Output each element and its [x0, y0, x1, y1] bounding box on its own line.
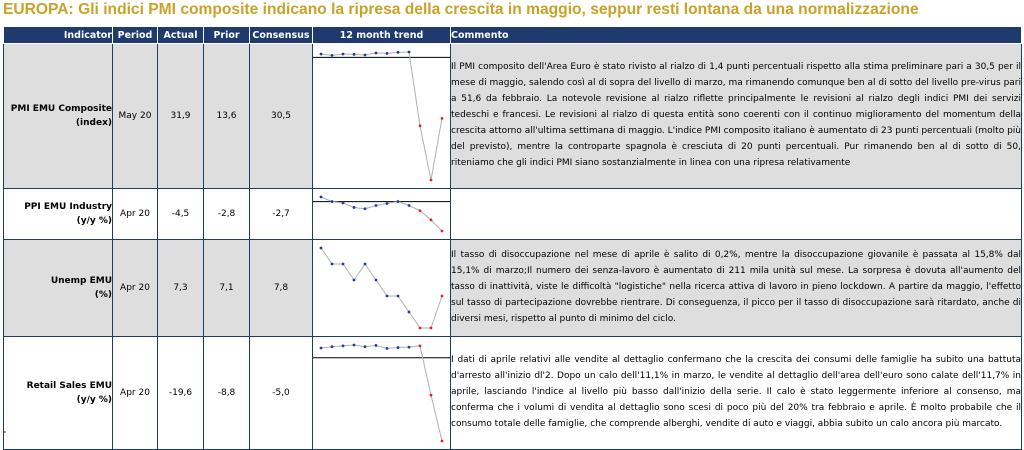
- trend-point: [419, 209, 422, 212]
- trend-point: [386, 52, 389, 55]
- trend-point: [375, 52, 378, 55]
- table-row-ppi: [4, 189, 1022, 240]
- period-cell: Apr 20: [113, 337, 158, 450]
- table-row-unemp: [4, 240, 1022, 337]
- trend-line: [321, 197, 442, 231]
- trend-point: [353, 53, 356, 56]
- trend-point: [441, 295, 444, 298]
- page-title: EUROPA: Gli indici PMI composite indicano la ripresa della crescita in maggio, seppur resti lontana da una normalizzazione: [3, 1, 919, 18]
- trend-point: [408, 346, 411, 349]
- comment-cell: I dati di aprile relativi alle vendite al dettaglio confermano che la crescita dei consumi delle famiglie ha subito una battuta d'arresto all'inizio dl'2. Dopo un calo dell'11,1% in marzo, le vendite al dettaglio dell'area dell'euro sono calate dell'11,7% in aprile, lasciando l'indice al livello più basso dall'inizio della serie. Il calo è stato leggermente inferiore al consenso, ma conferma che i volumi di vendita al dettaglio sono scesi di poco più del 20% tra febbraio e aprile. È molto probabile che il consumo totale delle famiglie, che comprende alberghi, vendite di auto e viaggi, abbia subito un calo ancora più marcato.: [451, 337, 1022, 450]
- trend-point: [364, 263, 367, 266]
- trend-point: [397, 51, 400, 54]
- prior-cell: -8,8: [204, 337, 250, 450]
- consensus-cell: -2,7: [250, 189, 313, 240]
- trend-point: [408, 204, 411, 207]
- consensus-cell: -5,0: [250, 337, 313, 450]
- trend-point: [353, 206, 356, 209]
- period-cell: Apr 20: [113, 189, 158, 240]
- trend-point: [375, 344, 378, 347]
- table-row-retail: [4, 337, 1022, 450]
- trend-point: [441, 230, 444, 233]
- prior-cell: 7,1: [204, 240, 250, 337]
- col-header-consensus: Consensus: [250, 27, 313, 44]
- trend-cell: [313, 189, 451, 240]
- trend-point: [419, 124, 422, 127]
- col-header-indicator: Indicator: [4, 27, 113, 44]
- trend-point: [397, 346, 400, 349]
- prior-cell: -2,8: [204, 189, 250, 240]
- trend-line: [321, 345, 442, 441]
- trend-point: [430, 394, 433, 397]
- indicator-name: Unemp EMU (%): [4, 240, 113, 337]
- trend-point: [441, 117, 444, 120]
- trend-sparkline-pmi: [313, 44, 450, 188]
- trend-point: [364, 207, 367, 210]
- trend-sparkline-retail: [313, 337, 450, 449]
- trend-point: [430, 218, 433, 221]
- period-cell: Apr 20: [113, 240, 158, 337]
- trend-point: [430, 179, 433, 182]
- trend-point: [342, 344, 345, 347]
- trend-point: [342, 263, 345, 266]
- col-header-prior: Prior: [204, 27, 250, 44]
- indicator-name: Retail Sales EMU (y/y %): [4, 337, 113, 450]
- trend-point: [430, 327, 433, 330]
- actual-cell: 7,3: [158, 240, 204, 337]
- footnote-marker: [4, 431, 6, 433]
- indicator-name: PMI EMU Composite (index): [4, 44, 113, 189]
- trend-sparkline-unemp: [313, 240, 450, 336]
- trend-point: [419, 327, 422, 330]
- col-header-comment: Commento: [451, 27, 1022, 44]
- trend-point: [397, 295, 400, 298]
- table-header-row: [4, 27, 1022, 44]
- indicator-name: PPI EMU Industry (y/y %): [4, 189, 113, 240]
- trend-point: [353, 279, 356, 282]
- trend-point: [342, 53, 345, 56]
- trend-point: [331, 263, 334, 266]
- trend-point: [386, 347, 389, 350]
- col-header-actual: Actual: [158, 27, 204, 44]
- trend-point: [386, 202, 389, 205]
- table-row-pmi: [4, 44, 1022, 189]
- trend-point: [320, 196, 323, 199]
- trend-sparkline-ppi: [313, 189, 450, 239]
- consensus-cell: 7,8: [250, 240, 313, 337]
- comment-cell: Il PMI composito dell'Area Euro è stato rivisto al rialzo di 1,4 punti percentuali rispetto alla stima preliminare pari a 30,5 per il mese di maggio, salendo così al di sopra del livello di marzo, ma rimanendo comunque ben al di sotto del livello pre-virus pari a 51,6 da febbraio. La notevole revisione al rialzo riflette principalmente le revisioni al rialzo degli indici PMI dei servizi tedeschi e francesi. Le revisioni al rialzo di questa entità sono coerenti con il continuo miglioramento del momentum della crescita attorno all'ultima settimana di maggio. L'indice PMI composito italiano è aumentato di 23 punti percentuali (molto più del previsto), mentre la controparte spagnola è cresciuta di 20 punti percentuali. Pur rimanendo ben al di sotto di 50, riteniamo che gli indici PMI siano sostanzialmente in linea con una ripresa relativamente: [451, 44, 1022, 189]
- trend-point: [342, 201, 345, 204]
- actual-cell: -19,6: [158, 337, 204, 450]
- comment-cell: [451, 189, 1022, 240]
- trend-point: [320, 53, 323, 56]
- trend-point: [331, 345, 334, 348]
- trend-point: [353, 344, 356, 347]
- trend-point: [386, 295, 389, 298]
- trend-point: [419, 344, 422, 347]
- period-cell: May 20: [113, 44, 158, 189]
- trend-line: [321, 52, 442, 180]
- trend-point: [397, 200, 400, 203]
- prior-cell: 13,6: [204, 44, 250, 189]
- trend-cell: [313, 240, 451, 337]
- indicator-table: [3, 26, 1022, 450]
- col-header-period: Period: [113, 27, 158, 44]
- actual-cell: -4,5: [158, 189, 204, 240]
- trend-point: [320, 247, 323, 250]
- comment-cell: Il tasso di disoccupazione nel mese di aprile è salito di 0,2%, mentre la disoccupazione giovanile è passata al 15,8% dal 15,1% di marzo;Il numero dei senza-lavoro è aumentato di 211 mila unità sul mese. La sorpresa è dovuta all'aumento del tasso di inattività, viste le difficoltà "logistiche" nella ricerca attiva di lavoro in pieno lockdown. A partire da maggio, l'effetto sul tasso di partecipazione dovrebbe rientrare. Di conseguenza, il picco per il tasso di disoccupazione sarà ritardato, anche di diversi mesi, rispetto al punto di minimo del ciclo.: [451, 240, 1022, 337]
- trend-point: [408, 311, 411, 314]
- col-header-trend: 12 month trend: [313, 27, 451, 44]
- trend-line: [321, 248, 442, 328]
- trend-point: [375, 279, 378, 282]
- trend-point: [364, 54, 367, 57]
- trend-point: [320, 347, 323, 350]
- actual-cell: 31,9: [158, 44, 204, 189]
- trend-cell: [313, 337, 451, 450]
- trend-point: [441, 440, 444, 443]
- trend-point: [364, 345, 367, 348]
- trend-cell: [313, 44, 451, 189]
- trend-point: [375, 204, 378, 207]
- trend-point: [331, 200, 334, 203]
- trend-point: [408, 51, 411, 54]
- trend-point: [331, 54, 334, 57]
- consensus-cell: 30,5: [250, 44, 313, 189]
